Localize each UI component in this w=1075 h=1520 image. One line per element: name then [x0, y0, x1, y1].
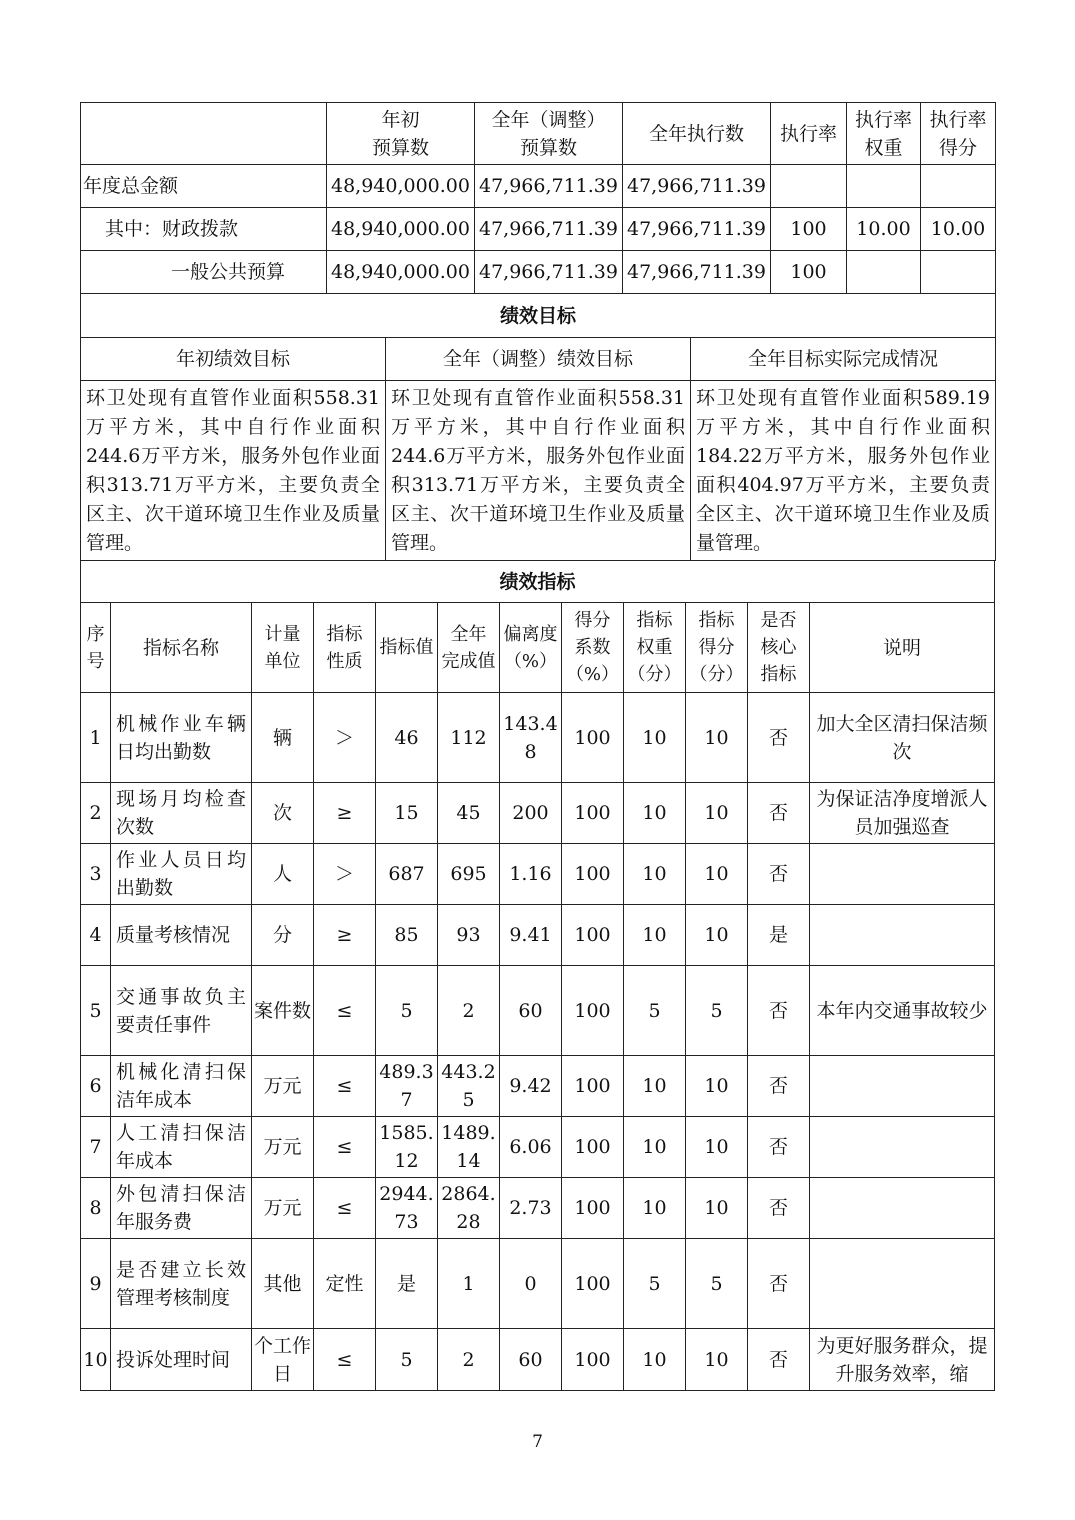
indicators-header: 说明 [810, 603, 995, 693]
indicator-score-coef: 100 [562, 905, 624, 966]
indicators-header: 指标值 [376, 603, 438, 693]
indicator-row-index: 5 [81, 966, 111, 1056]
indicator-actual-value: 2 [438, 966, 500, 1056]
indicator-note [810, 1117, 995, 1178]
goals-table [80, 293, 996, 561]
indicator-unit: 辆 [252, 693, 314, 783]
indicators-header: 指标名称 [111, 603, 252, 693]
budget-executed: 47,966,711.39 [623, 251, 771, 294]
indicator-score: 5 [686, 1239, 748, 1329]
budget-label: 其中：财政拨款 [81, 208, 327, 251]
indicators-header: 得分 系数 （%） [562, 603, 624, 693]
table-row [81, 966, 995, 1056]
table-row [81, 1329, 995, 1391]
indicator-nature: ≥ [314, 783, 376, 844]
indicator-nature: ≥ [314, 905, 376, 966]
indicator-nature: ≤ [314, 1117, 376, 1178]
indicator-score: 10 [686, 1178, 748, 1239]
budget-rate: 100 [771, 208, 847, 251]
indicator-score: 10 [686, 905, 748, 966]
indicator-deviation: 2.73 [500, 1178, 562, 1239]
indicator-is-core: 否 [748, 1329, 810, 1391]
indicator-nature: ≤ [314, 966, 376, 1056]
indicator-target-value: 2944.73 [376, 1178, 438, 1239]
indicator-unit: 人 [252, 844, 314, 905]
indicator-row-index: 4 [81, 905, 111, 966]
budget-header: 执行率 得分 [921, 103, 996, 165]
indicator-nature: 定性 [314, 1239, 376, 1329]
indicator-row-index: 3 [81, 844, 111, 905]
indicator-score-coef: 100 [562, 783, 624, 844]
indicator-unit: 万元 [252, 1117, 314, 1178]
indicator-score-coef: 100 [562, 1056, 624, 1117]
budget-row [81, 208, 996, 251]
budget-table [80, 102, 996, 294]
indicator-indicator-name: 作业人员日均出勤数 [111, 844, 252, 905]
indicator-row-index: 1 [81, 693, 111, 783]
budget-weight [847, 165, 921, 208]
indicator-indicator-name: 质量考核情况 [111, 905, 252, 966]
indicator-unit: 个工作日 [252, 1329, 314, 1391]
indicator-score: 5 [686, 966, 748, 1056]
indicator-indicator-name: 机械化清扫保洁年成本 [111, 1056, 252, 1117]
indicator-score: 10 [686, 783, 748, 844]
indicator-score: 10 [686, 1117, 748, 1178]
indicator-actual-value: 45 [438, 783, 500, 844]
indicator-note: 为更好服务群众，提升服务效率，缩 [810, 1329, 995, 1391]
indicator-deviation: 200 [500, 783, 562, 844]
indicator-nature: ＞ [314, 693, 376, 783]
indicator-score: 10 [686, 844, 748, 905]
indicator-row-index: 2 [81, 783, 111, 844]
indicator-is-core: 否 [748, 783, 810, 844]
indicator-note: 本年内交通事故较少 [810, 966, 995, 1056]
goals-col-header: 年初绩效目标 [81, 338, 386, 381]
budget-score [921, 165, 996, 208]
indicator-target-value: 1585.12 [376, 1117, 438, 1178]
indicator-deviation: 60 [500, 966, 562, 1056]
goals-col-header: 全年（调整）绩效目标 [386, 338, 691, 381]
indicator-actual-value: 1489.14 [438, 1117, 500, 1178]
budget-header: 执行率 [771, 103, 847, 165]
indicator-unit: 万元 [252, 1056, 314, 1117]
indicator-actual-value: 1 [438, 1239, 500, 1329]
indicator-nature: ≤ [314, 1329, 376, 1391]
indicator-note [810, 905, 995, 966]
indicators-header-row [81, 603, 995, 693]
budget-executed: 47,966,711.39 [623, 165, 771, 208]
table-row [81, 1117, 995, 1178]
indicators-header: 指标 得分 （分） [686, 603, 748, 693]
indicator-indicator-name: 是否建立长效管理考核制度 [111, 1239, 252, 1329]
indicator-weight: 10 [624, 693, 686, 783]
budget-executed: 47,966,711.39 [623, 208, 771, 251]
indicators-header: 计量 单位 [252, 603, 314, 693]
table-row [81, 1178, 995, 1239]
indicator-indicator-name: 交通事故负主要责任事件 [111, 966, 252, 1056]
indicators-header: 序 号 [81, 603, 111, 693]
indicators-header: 指标 性质 [314, 603, 376, 693]
indicators-header: 偏离度 （%） [500, 603, 562, 693]
budget-score: 10.00 [921, 208, 996, 251]
indicator-deviation: 9.41 [500, 905, 562, 966]
indicator-note: 加大全区清扫保洁频次 [810, 693, 995, 783]
indicator-is-core: 否 [748, 844, 810, 905]
indicator-target-value: 85 [376, 905, 438, 966]
indicator-deviation: 0 [500, 1239, 562, 1329]
indicators-header: 是否 核心 指标 [748, 603, 810, 693]
indicator-actual-value: 112 [438, 693, 500, 783]
indicator-nature: ＞ [314, 844, 376, 905]
indicator-weight: 10 [624, 905, 686, 966]
indicator-actual-value: 93 [438, 905, 500, 966]
indicator-is-core: 是 [748, 905, 810, 966]
indicator-target-value: 5 [376, 966, 438, 1056]
indicator-is-core: 否 [748, 1178, 810, 1239]
indicator-indicator-name: 人工清扫保洁年成本 [111, 1117, 252, 1178]
goals-section-title: 绩效目标 [81, 294, 996, 338]
budget-rate: 100 [771, 251, 847, 294]
indicator-deviation: 6.06 [500, 1117, 562, 1178]
budget-rate [771, 165, 847, 208]
indicator-weight: 10 [624, 844, 686, 905]
table-row [81, 693, 995, 783]
indicator-score-coef: 100 [562, 1178, 624, 1239]
budget-initial: 48,940,000.00 [327, 251, 475, 294]
indicator-note [810, 1056, 995, 1117]
indicator-target-value: 5 [376, 1329, 438, 1391]
indicator-target-value: 687 [376, 844, 438, 905]
indicator-weight: 5 [624, 966, 686, 1056]
goal-text-initial: 环卫处现有直管作业面积558.31万平方米，其中自行作业面积244.6万平方米，服务外包作业面积313.71万平方米，主要负责全区主、次干道环境卫生作业及质量管理。 [81, 381, 386, 561]
indicator-indicator-name: 投诉处理时间 [111, 1329, 252, 1391]
indicator-is-core: 否 [748, 1117, 810, 1178]
page-number: 7 [532, 1432, 543, 1452]
indicator-deviation: 9.42 [500, 1056, 562, 1117]
indicator-row-index: 9 [81, 1239, 111, 1329]
indicators-table [80, 560, 995, 1391]
indicator-row-index: 10 [81, 1329, 111, 1391]
budget-label: 年度总金额 [81, 165, 327, 208]
indicator-score-coef: 100 [562, 1117, 624, 1178]
budget-header: 执行率 权重 [847, 103, 921, 165]
indicator-score-coef: 100 [562, 1329, 624, 1391]
goals-col-header: 全年目标实际完成情况 [691, 338, 996, 381]
indicator-score-coef: 100 [562, 693, 624, 783]
budget-weight: 10.00 [847, 208, 921, 251]
indicator-row-index: 8 [81, 1178, 111, 1239]
goal-text-adjusted: 环卫处现有直管作业面积558.31万平方米，其中自行作业面积244.6万平方米，服务外包作业面积313.71万平方米，主要负责全区主、次干道环境卫生作业及质量管理。 [386, 381, 691, 561]
indicator-is-core: 否 [748, 693, 810, 783]
budget-adjusted: 47,966,711.39 [475, 251, 623, 294]
indicator-unit: 次 [252, 783, 314, 844]
indicator-weight: 10 [624, 1117, 686, 1178]
indicator-note [810, 1178, 995, 1239]
indicator-note [810, 844, 995, 905]
indicator-score-coef: 100 [562, 1239, 624, 1329]
indicator-indicator-name: 现场月均检查次数 [111, 783, 252, 844]
indicator-unit: 案件数 [252, 966, 314, 1056]
budget-adjusted: 47,966,711.39 [475, 208, 623, 251]
indicator-nature: ≤ [314, 1178, 376, 1239]
budget-initial: 48,940,000.00 [327, 208, 475, 251]
indicators-header: 指标 权重 （分） [624, 603, 686, 693]
indicator-actual-value: 2 [438, 1329, 500, 1391]
budget-label: 一般公共预算 [81, 251, 327, 294]
table-row [81, 844, 995, 905]
indicator-unit: 分 [252, 905, 314, 966]
indicator-actual-value: 2864.28 [438, 1178, 500, 1239]
indicator-row-index: 6 [81, 1056, 111, 1117]
indicators-header: 全年 完成值 [438, 603, 500, 693]
table-row [81, 1239, 995, 1329]
budget-row [81, 165, 996, 208]
budget-initial: 48,940,000.00 [327, 165, 475, 208]
indicator-row-index: 7 [81, 1117, 111, 1178]
indicator-indicator-name: 机械作业车辆日均出勤数 [111, 693, 252, 783]
indicator-deviation: 1.16 [500, 844, 562, 905]
budget-weight [847, 251, 921, 294]
indicator-target-value: 489.37 [376, 1056, 438, 1117]
indicator-score: 10 [686, 693, 748, 783]
indicator-weight: 10 [624, 1178, 686, 1239]
table-row [81, 783, 995, 844]
budget-header: 全年执行数 [623, 103, 771, 165]
indicator-is-core: 否 [748, 1056, 810, 1117]
indicator-target-value: 46 [376, 693, 438, 783]
indicator-weight: 10 [624, 1056, 686, 1117]
indicator-score-coef: 100 [562, 966, 624, 1056]
indicator-is-core: 否 [748, 1239, 810, 1329]
budget-header: 全年（调整） 预算数 [475, 103, 623, 165]
budget-row [81, 251, 996, 294]
budget-header [81, 103, 327, 165]
indicator-score: 10 [686, 1329, 748, 1391]
indicator-score-coef: 100 [562, 844, 624, 905]
indicator-indicator-name: 外包清扫保洁年服务费 [111, 1178, 252, 1239]
indicator-note [810, 1239, 995, 1329]
table-row [81, 905, 995, 966]
indicator-weight: 5 [624, 1239, 686, 1329]
budget-adjusted: 47,966,711.39 [475, 165, 623, 208]
indicator-deviation: 143.48 [500, 693, 562, 783]
indicator-deviation: 60 [500, 1329, 562, 1391]
indicator-is-core: 否 [748, 966, 810, 1056]
indicator-target-value: 15 [376, 783, 438, 844]
indicator-weight: 10 [624, 1329, 686, 1391]
goal-text-actual: 环卫处现有直管作业面积589.19万平方米，其中自行作业面积184.22万平方米，服务外包作业面积404.97万平方米，主要负责全区主、次干道环境卫生作业及质量管理。 [691, 381, 996, 561]
indicator-actual-value: 695 [438, 844, 500, 905]
indicator-unit: 其他 [252, 1239, 314, 1329]
budget-header-row [81, 103, 996, 165]
indicator-actual-value: 443.25 [438, 1056, 500, 1117]
indicator-nature: ≤ [314, 1056, 376, 1117]
budget-header: 年初 预算数 [327, 103, 475, 165]
table-row [81, 1056, 995, 1117]
indicator-weight: 10 [624, 783, 686, 844]
indicators-section-title: 绩效指标 [81, 561, 995, 603]
indicator-note: 为保证洁净度增派人员加强巡查 [810, 783, 995, 844]
budget-score [921, 251, 996, 294]
indicator-score: 10 [686, 1056, 748, 1117]
indicator-unit: 万元 [252, 1178, 314, 1239]
indicator-target-value: 是 [376, 1239, 438, 1329]
